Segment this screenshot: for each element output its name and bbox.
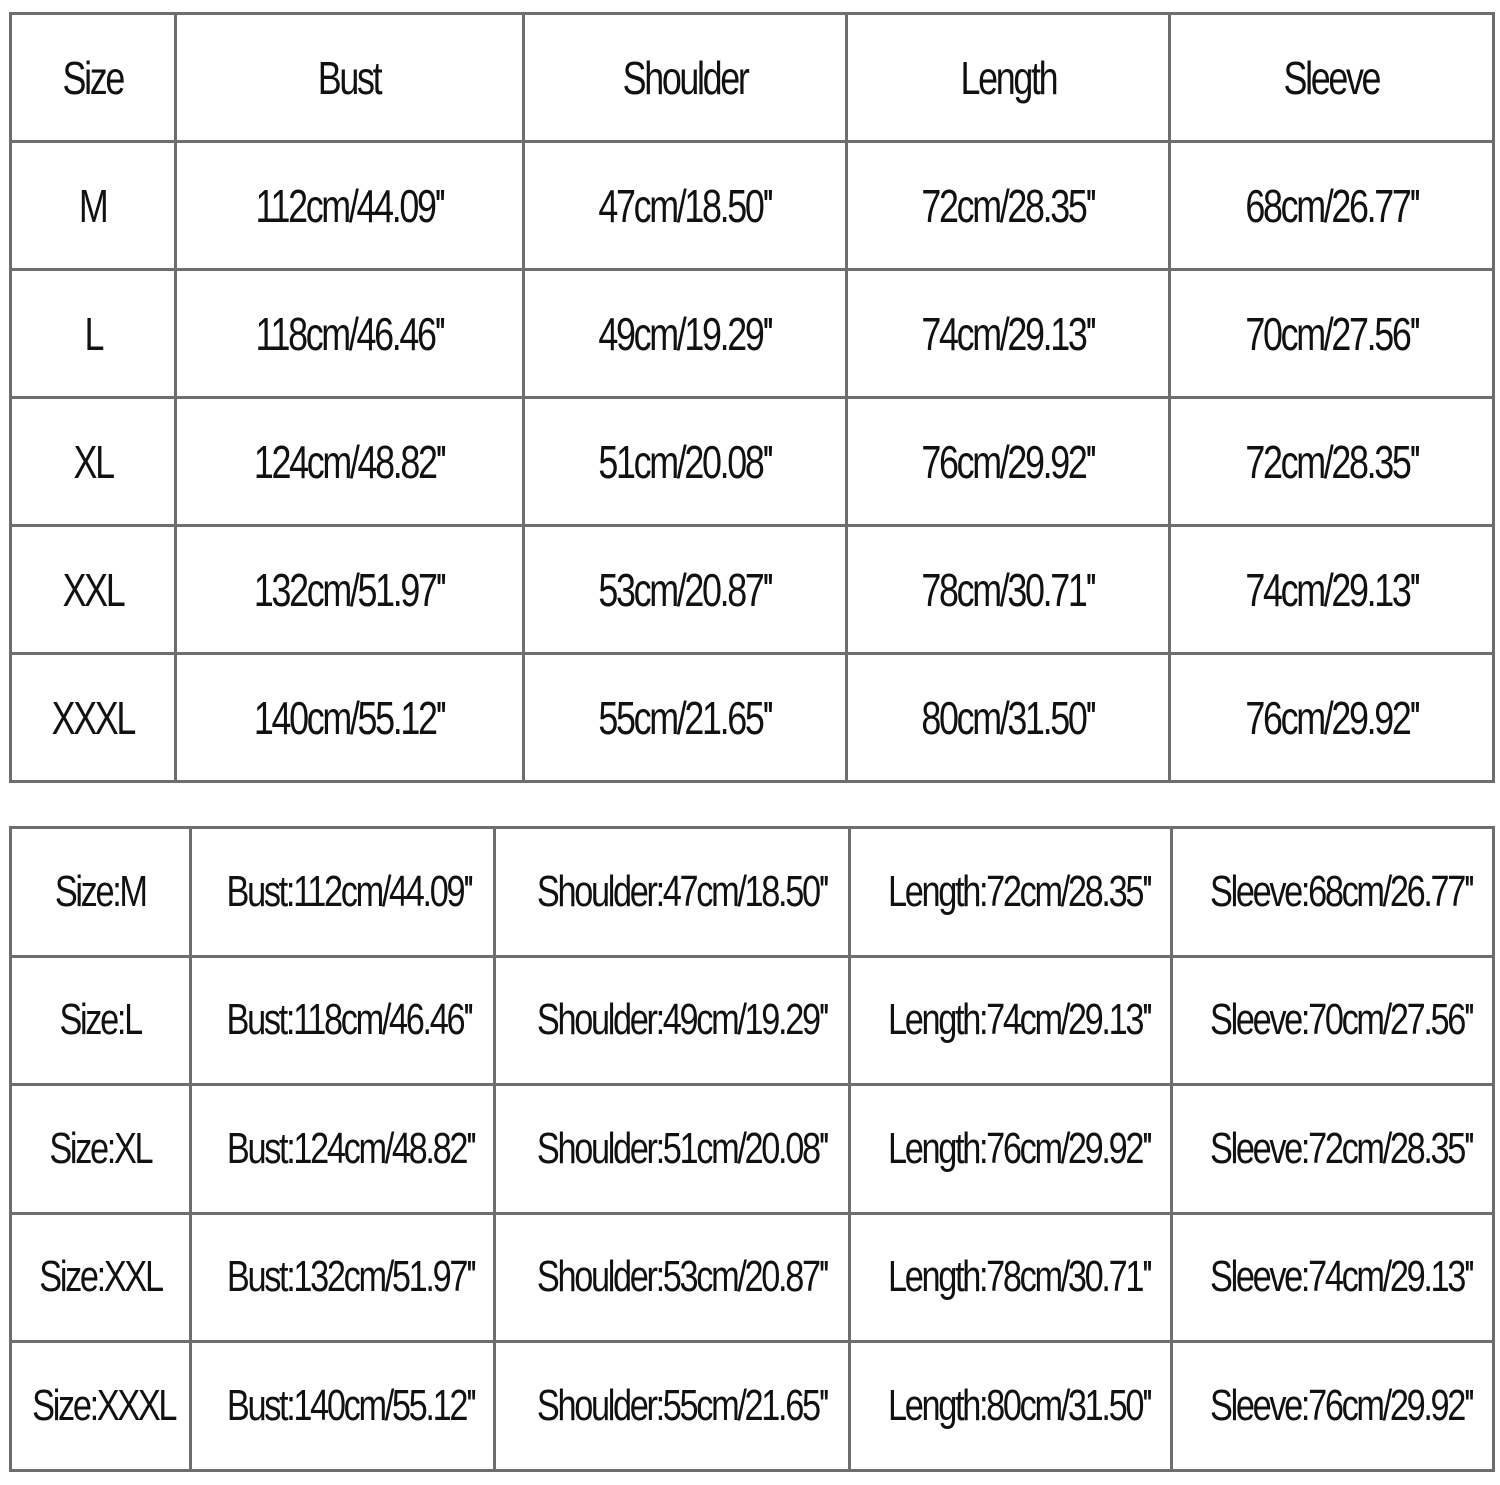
bust-cell: Bust:112cm/44.09'' xyxy=(191,828,495,957)
size-chart-table xyxy=(9,12,1495,783)
sleeve-cell: 70cm/27.56'' xyxy=(1170,270,1494,398)
table-row xyxy=(11,1213,1494,1342)
sleeve-cell: Sleeve:70cm/27.56'' xyxy=(1172,956,1494,1085)
table-row xyxy=(11,142,1494,270)
table-row xyxy=(11,1342,1494,1471)
length-cell: Length:78cm/30.71'' xyxy=(850,1213,1172,1342)
length-cell: 72cm/28.35'' xyxy=(847,142,1170,270)
sleeve-cell: Sleeve:76cm/29.92'' xyxy=(1172,1342,1494,1471)
bust-cell: Bust:140cm/55.12'' xyxy=(191,1342,495,1471)
sleeve-cell: Sleeve:74cm/29.13'' xyxy=(1172,1213,1494,1342)
bust-cell: 112cm/44.09'' xyxy=(176,142,524,270)
header-row xyxy=(11,14,1494,142)
sleeve-cell: 72cm/28.35'' xyxy=(1170,398,1494,526)
header-length: Length xyxy=(847,14,1170,142)
table-row xyxy=(11,956,1494,1085)
sleeve-cell: 76cm/29.92'' xyxy=(1170,654,1494,782)
table-row xyxy=(11,654,1494,782)
size-chart-labeled-table xyxy=(9,826,1495,1472)
shoulder-cell: Shoulder:51cm/20.08'' xyxy=(495,1085,850,1214)
length-cell: Length:72cm/28.35'' xyxy=(850,828,1172,957)
shoulder-cell: Shoulder:53cm/20.87'' xyxy=(495,1213,850,1342)
size-cell: Size:XL xyxy=(11,1085,191,1214)
bust-cell: 118cm/46.46'' xyxy=(176,270,524,398)
table-row xyxy=(11,398,1494,526)
size-cell: L xyxy=(11,270,176,398)
bust-cell: Bust:124cm/48.82'' xyxy=(191,1085,495,1214)
shoulder-cell: Shoulder:55cm/21.65'' xyxy=(495,1342,850,1471)
shoulder-cell: Shoulder:47cm/18.50'' xyxy=(495,828,850,957)
shoulder-cell: 53cm/20.87'' xyxy=(524,526,847,654)
bust-cell: Bust:132cm/51.97'' xyxy=(191,1213,495,1342)
bust-cell: 140cm/55.12'' xyxy=(176,654,524,782)
table-row xyxy=(11,828,1494,957)
header-sleeve: Sleeve xyxy=(1170,14,1494,142)
length-cell: 78cm/30.71'' xyxy=(847,526,1170,654)
length-cell: 76cm/29.92'' xyxy=(847,398,1170,526)
size-cell: XXXL xyxy=(11,654,176,782)
sleeve-cell: 68cm/26.77'' xyxy=(1170,142,1494,270)
shoulder-cell: 49cm/19.29'' xyxy=(524,270,847,398)
table-row xyxy=(11,1085,1494,1214)
bust-cell: Bust:118cm/46.46'' xyxy=(191,956,495,1085)
size-cell: XXL xyxy=(11,526,176,654)
header-size: Size xyxy=(11,14,176,142)
length-cell: Length:76cm/29.92'' xyxy=(850,1085,1172,1214)
size-cell: XL xyxy=(11,398,176,526)
length-cell: 80cm/31.50'' xyxy=(847,654,1170,782)
header-bust: Bust xyxy=(176,14,524,142)
shoulder-cell: Shoulder:49cm/19.29'' xyxy=(495,956,850,1085)
shoulder-cell: 51cm/20.08'' xyxy=(524,398,847,526)
table-row xyxy=(11,270,1494,398)
shoulder-cell: 55cm/21.65'' xyxy=(524,654,847,782)
sleeve-cell: Sleeve:72cm/28.35'' xyxy=(1172,1085,1494,1214)
size-cell: Size:M xyxy=(11,828,191,957)
size-cell: Size:XXL xyxy=(11,1213,191,1342)
sleeve-cell: 74cm/29.13'' xyxy=(1170,526,1494,654)
length-cell: 74cm/29.13'' xyxy=(847,270,1170,398)
length-cell: Length:74cm/29.13'' xyxy=(850,956,1172,1085)
bust-cell: 124cm/48.82'' xyxy=(176,398,524,526)
length-cell: Length:80cm/31.50'' xyxy=(850,1342,1172,1471)
sleeve-cell: Sleeve:68cm/26.77'' xyxy=(1172,828,1494,957)
size-cell: Size:XXXL xyxy=(11,1342,191,1471)
shoulder-cell: 47cm/18.50'' xyxy=(524,142,847,270)
size-cell: Size:L xyxy=(11,956,191,1085)
table-row xyxy=(11,526,1494,654)
size-cell: M xyxy=(11,142,176,270)
header-shoulder: Shoulder xyxy=(524,14,847,142)
bust-cell: 132cm/51.97'' xyxy=(176,526,524,654)
